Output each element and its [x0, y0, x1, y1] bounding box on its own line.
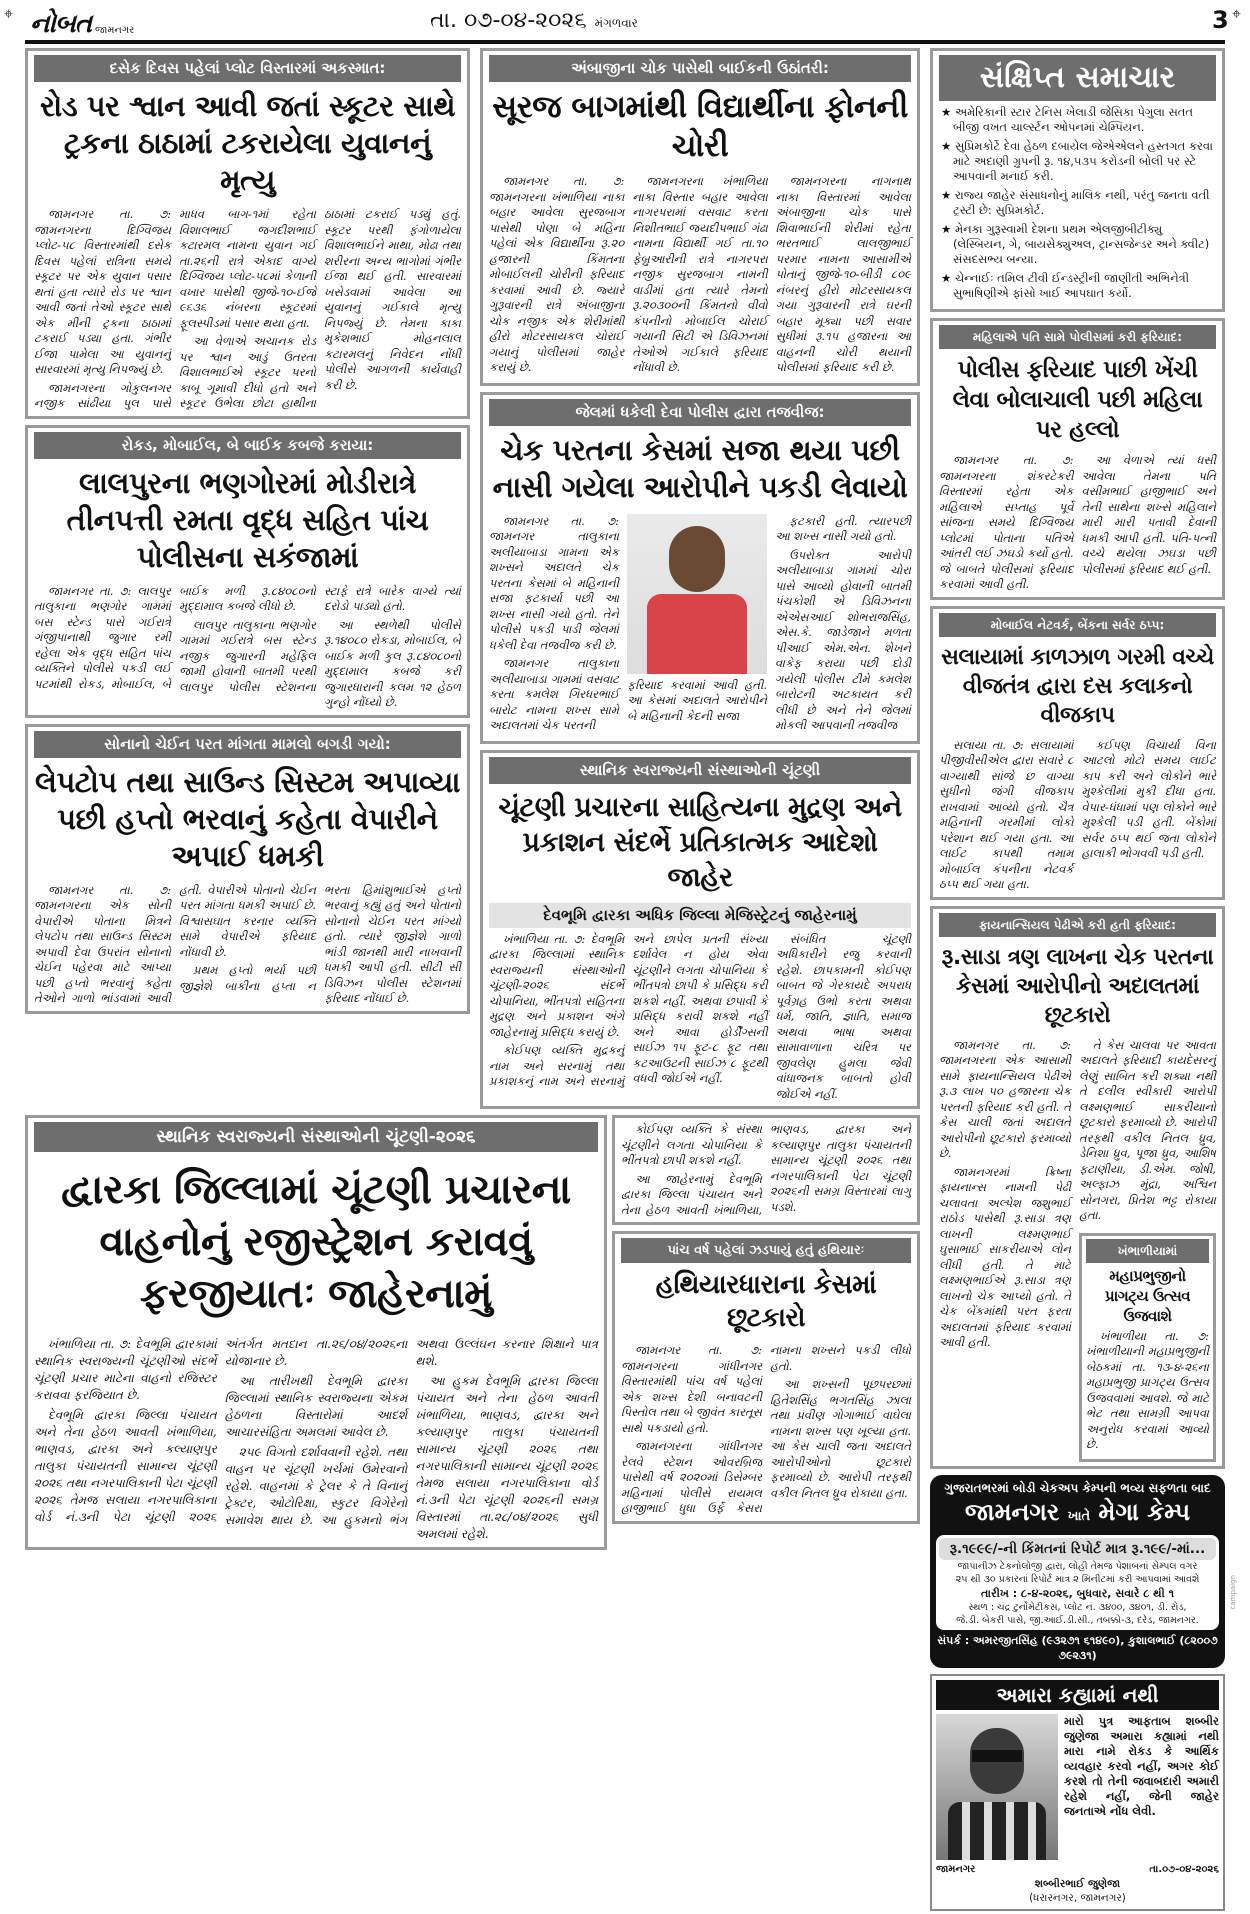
ad-details: રૂ.૧૯૯૯/-ની કિંમતનાં રિપોર્ટ માત્ર રૂ.૧૯૯/-માં... જાપાનીઝ ટેકનોલોજી દ્વારા, લોહી તેમજ પેશાબનાં સેમ્પલ વગર ૨૫ થી ૩૦ પ્રકારનાં રિપોર્ટ માત્ર ૨ મિનીટમાં કરી આપવામાં આવશે તારીખ : ૮-૪-૨૦૨૬, બુધવાર, સવારે ૮ થી ૧ સ્થળ : ચંદ્ર ટુર્નોમેટીકસ, પ્લોટ નં. ૩૪૦૦, ૩૪૦૧, ડી. રોડ, જે.ડી. બેકરી પાસે, જી.આઈ.ડી.સી., તબક્કો-૩, દરેડ, જામનગર.	[936, 1535, 1219, 1630]
column-1	[25, 48, 470, 1014]
article-body: કોઈપણ વ્યક્તિ કે સંસ્થા ચૂંટણીને લગતા ચોપાનિયા કે ભીંતપત્રો છાપી શકશે નહીં. આ જાહેરનામું દેવભૂમિ દ્વારકા જિલ્લા પંચાયત અને તેના હેઠળ આવતી ખંભાળિયા, ભાણવડ, દ્વારકા અને કલ્યાણપુર તાલુકા પંચાયતની સામાન્ય ચૂંટણી ૨૦૨૬ તથા નગરપાલિકાની પેટા ચૂંટણી ૨૦૨૬ની સમગ્ર વિસ્તારમાં લાગુ પડશે.	[621, 1122, 911, 1217]
article-kicker: રોકડ, મોબાઈલ, બે બાઈક કબજે કરાયા:	[34, 432, 461, 459]
article-election-printing-order-continued	[612, 1115, 920, 1225]
news-in-brief	[930, 48, 1225, 312]
ad-side-label: campaign	[1229, 1574, 1237, 1610]
left-area	[25, 48, 920, 1550]
article-body: ખંભાળીયા તા. ૭: ખંભાળીયાની મહાપ્રભુજીની બેઠકમાં તા. ૧૩-૪-૨૬ના મહાપ્રભુજી પ્રાગટ્ય ઉત્સવ ઉજવવામાં આવશે. જે માટે ભેટ તથા સામગ્રી આપવા અનુરોધ કરવામાં આવ્યો છે.	[1086, 1328, 1209, 1451]
column-3	[930, 48, 1237, 1911]
article-headline: હથિયારધારાના કેસમાં છૂટકારો	[655, 1270, 877, 1333]
article-kicker: ફાયનાન્સિયલ પેઢીએ કરી હતી ફરિયાદ:	[939, 913, 1216, 937]
article-right-column	[1079, 1038, 1216, 1462]
brief-item: ★ મેનકા ગુરૂસ્વામી દેશના પ્રથમ એલજીબીટીક્યુ (લેસ્બિયન, ગે, બાયસેક્યુઅલ, ટ્રાન્સજેન્ડર અને ક્વીટ) સંસદસભ્ય બન્યા.	[941, 222, 1210, 266]
ad-title: જામનગર ખાતે મેગા કેમ્પ	[964, 1497, 1191, 1526]
photo-caption: ફરિયાદ કરવામાં આવી હતી. આ કેસમાં અદાલતે આરોપીને બે મહિનાની કેદની સજા	[627, 677, 767, 723]
page-layout	[25, 48, 1237, 1911]
article-election-printing-order	[480, 750, 920, 1110]
newspaper-logo: નોબત	[30, 9, 91, 39]
article-body: તે કેસ ચાલવા પર આવતા અદાલતે ફરિયાદી કાયદેસરનું લેણું સાબિત કરી શક્યા નથી તે દલીલ સ્વીકારી આરોપી લક્ષ્મણભાઈ સાકરીયાનો છૂટકારો ફરમાવ્યો છે. આરોપી તરફથી વકીલ નિતલ ધ્રુવ, ડેનિશા ધ્રુવ, પૂજા ધ્રુવ, આશિષ ફટાણીયા, ડી.એમ. જોષી, અલ્ફાઝ મુંદ્રા, અશ્વિન સોનગરા, પ્રિતેશ ભટ્ટ રોકાયા હતા.	[1079, 1037, 1216, 1222]
brief-item: ★ અમેરિકાની સ્ટાર ટેનિસ ખેલાડી જેસિકા પેગુલા સતત બીજી વખત ચાર્લ્સ્ટન ઓપનમાં ચેમ્પિયન.	[941, 105, 1194, 134]
photo-block	[627, 514, 767, 728]
son-photo	[936, 1714, 1058, 1860]
registration-mark-icon: ⌖	[1232, 4, 1242, 23]
article-subhead: દેવભૂમિ દ્વારકા અધિક જિલ્લા મેજિસ્ટ્રેટનું જાહેરનામું	[489, 903, 911, 928]
notice-text: મારો પુત્ર આફતાબ શબ્બીર જુણેજા અમારા કહ્યામાં નથી મારા નામે રોકડ કે આર્થિક વ્યવહાર કરવો નહીં, અગર કોઈ કરશે તો તેની જવાબદારી અમારી રહેશે નહીં, જેની જાહેર જનતાએ નોંધ લેવી.	[1064, 1713, 1219, 1818]
article-headline: ચેક પરતના કેસમાં સજા થયા પછી નાસી ગયેલા આરોપીને પકડી લેવાયો	[492, 432, 908, 504]
article-cheque-acquittal	[930, 906, 1225, 1469]
brief-item: ★ સુપ્રિમકોર્ટે દેવા હેઠળ દબાયેલ જેએએલને હસ્તગત કરવા માટે અદાણી ગ્રુપની રૂ. ૧૪,૫૩૫ કરોડની બોલી પર સ્ટે આપવાની મનાઈ કરી.	[941, 139, 1213, 183]
ad-price: રૂ.૧૯૯૯/-ની કિંમતનાં રિપોર્ટ માત્ર રૂ.૧૯૯/-માં...	[939, 1538, 1216, 1560]
article-body: જામનગર તા. ૭: લાલપુર તાલુકાના ભણગોર ગામમાં બસ સ્ટેન્ડ પાસે ગઈરાત્રે ગંજીપાનાથી જુગાર રમી રહેલા એક વૃદ્ધ સહિત પાંચ વ્યક્તિને પોલીસે પકડી લઈ પટમાંથી રોકડ, મોબાઈલ, બે બાઈક મળી રૂ.૮૪૦૮૦નો મુદ્દામાલ કબજે લીધો છે. લાલપુર તાલુકાના ભણગોર ગામમાં ગઈરાત્રે બસ સ્ટેન્ડ નજીક જુગારની મહેફિલ જામી હોવાની બાતમી પરથી લાલપુર પોલીસ સ્ટેશનના સ્ટાફે રાત્રે બારેક વાગ્યે ત્યાં દરોડો પાડ્યો હતો. આ સ્થળેથી પોલીસે રૂ.૧૪૦૮૦ રોકડા, મોબાઈલ, બે બાઈક મળી કુલ રૂ.૮૪૦૮૦નો મુદ્દામાલ કબજે કરી જુગારધારાની કલમ ૧૨ હેઠળ ગુન્હો નોંધ્યો છે.	[34, 583, 461, 709]
article-phone-theft	[480, 48, 920, 386]
masthead	[30, 4, 134, 40]
notice-address: (ધરારનગર, જામનગર)	[1029, 1891, 1126, 1904]
notice-signatory: શબ્બીરભાઈ જુણેજા	[1034, 1877, 1121, 1890]
article-kicker: મોબાઈલ નેટવર્ક, બેંકના સર્વર ઠપ્પ:	[939, 613, 1216, 637]
article-body: જામનગર તા. ૭: જામનગરના ગાંધીનગર વિસ્તારમાંથી પાંચ વર્ષ પહેલાં એક શખ્સ દેશી બનાવટની પિસ્તોલ તથા બે જીવંત કારતૂસ સાથે પકડાયો હતો. જામનગરના ગાંધીનગર રેલવે સ્ટેશન ઓવરબ્રિજ પાસેથી વર્ષ ૨૦૨૦માં ડિસેમ્બર મહિનામાં પોલીસે રાયમલ હાજીભાઈ ધુધા ઉર્ફે કેસરા નામના શખ્સને પકડી લીધો હતો. આ શખ્સની પૂછપરછમાં હિતેશસિંહ ભગતસિંહ ઝાલા તથા પ્રવીણ ગોગાભાઈ વાઘેલા નામના શખ્સ પણ ખૂલ્યા હતા. આ કેસ ચાલી જતા અદાલતે આરોપીઓનો છૂટકારો ફરમાવ્યો છે. આરોપી તરફથી વકીલ નિતલ ધ્રુવ રોકાયા હતા.	[621, 1343, 911, 1515]
article-trader-threat	[25, 724, 470, 1014]
notice-place: જામનગર	[936, 1863, 976, 1875]
page-number: 3	[1212, 6, 1229, 34]
edition-label: જામનગર	[95, 25, 135, 36]
ad-contact: સંપર્ક : અમરજીતસિંહ (૯૩૨૭૧ ૬૧૪૯૦), કુશાલભાઈ (૮૨૦૦૭ ૭૯૨૩૧)	[937, 1633, 1218, 1662]
article-columns	[489, 514, 911, 737]
article-power-cut	[930, 606, 1225, 900]
article-kicker: અંબાજીના ચોક પાસેથી બાઈકની ઉઠાંતરી:	[489, 55, 911, 82]
article-body: જામનગર તા. ૭: જામનગરના એક સોની વેપારીએ પોતાના મિત્રને લેપટોપ તથા સાઉન્ડ સિસ્ટમ અપાવી દેવા ઉપરાંત સોનાનો ચેઈન પહેરવા માટે આપ્યા પછી હપ્તો ભરવાનું કહેતા તેઓને ગાળો ભાંડવામાં આવી હતી. વેપારીએ પોતાનો ચેઈન પરત માંગતા ધમકી અપાઈ છે. વિશ્વાસઘાત કરનાર વ્યક્તિ સામે વેપારીએ ફરિયાદ નોંધાવી છે. પ્રથમ હપ્તો ભર્યા પછી જીજ્ઞેશે બાકીના હપ્તા ન ભરતા હિમાંશુભાઈએ હપ્તો ભરવાનું કહ્યું હતું અને પોતાનો સોનાનો ચેઈન પરત માંગ્યો હતો. ત્યારે જીજ્ઞેશે ગાળો ભાંડી જાનથી મારી નાખવાની ધમકી આપી હતી. સીટી સી ડિવિઝન પોલીસ સ્ટેશનમાં ફરિયાદ નોંધાઈ છે.	[34, 882, 461, 1005]
article-kicker: સોનાનો ચેઈન પરત માંગતા મામલો બગડી ગયો:	[34, 731, 461, 758]
article-body: ફટકારી હતી. ત્યારપછી આ શખ્સ નાસી ગયો હતો. ઉપરોક્ત આરોપી અલીયાબાડા ગામમાં ચોરા પાસે આવ્યો હોવાની બાતમી પંચકોશી એ ડિવિઝનના એએસઆઈ શોભરાજસિંહ, એસ.કે. જાડેજાને મળતા પીઆઈ એમ.એન. શેખને વાકેફ કરાયા પછી દોડી ગયેલી પોલીસ ટીમે કમલેશ બારોટની અટકાયત કરી લીધી છે અને તેને જેલમાં મોકલી આપવાની તજવીજ	[775, 513, 911, 732]
ad-mega-health-camp	[930, 1475, 1237, 1668]
article-body: જામનગર તા. ૭: જામનગરના એક આસામી સામે ફાયનાન્સિયલ પેઢીએ રૂ.૩ લાખ ૫૦ હજારના ચેક પરતની ફરિયાદ કરી હતી. તે કેસ ચાલી જતાં અદાલતે આરોપીનો છૂટકારો ફરમાવ્યો છે. જામનગરમાં ક્રિષ્ના ફાયનાન્સ નામની પેઢી ચલાવતા અલ્પેશ જશુભાઈ રાઠોડ પાસેથી રૂ.સાડા ત્રણ લાખની લક્ષ્મણભાઈ ઘુસાભાઈ સાકરીયાએ લોન લીધી હતી. તે માટે લક્ષ્મણભાઈએ રૂ.સાડા ત્રણ લાખનો ચેક આપ્યો હતો. તે ચેક બેંકમાંથી પરત ફરતા અદાલતમાં ફરિયાદ કરવામાં આવી હતી.	[939, 1037, 1071, 1349]
article-mahaprabhuji-festival	[1079, 1233, 1216, 1462]
notice-title: અમારા કહ્યામાં નથી	[936, 1680, 1219, 1710]
article-woman-assault	[930, 318, 1225, 600]
article-body: જામનગર તા. ૭: જામનગરના ખંભાળિયા નાકા બહાર આવેલા સુરજબાગ પાસેથી પોણા બે મહિના પહેલાં એક વિદ્યાર્થીના રૂ.૨૦ હજારની કિંમતના મોબાઈલની ચોરીની ફરિયાદ કરવામાં આવી છે. જ્યારે ગુરૂવારની રાત્રે અંબાજીના ચોક નજીક એક શેરીમાંથી હીરો મોટરસાયકલ ચોરાઈ ગયાનું પોલીસમાં જાહેર કરાયું છે. જામનગરના ખંભાળિયા નાકા વિસ્તાર બહાર આવેલા નાગરપરામાં વસવાટ કરતા નિશીતભાઈ જયદીપભાઈ ગંઢા નામના વિદ્યાર્થી ગઈ તા.૧૦ ફેબ્રુઆરીની રાત્રે નાગરપરા નજીક સુરજબાગ નામની વાડીમાં હતા ત્યારે તેમનો રૂ.૨૦૩૦૦ની કિંમતનો વીવો કંપનીનો મોબાઈલ ચોરાઈ ગયાની સિટી એ ડિવિઝનમાં તેઓએ ગઈકાલે ફરિયાદ નોંધાવી છે. જામનગરના નાગનાથ નાકા વિસ્તારમાં આવેલા અંબાજીના ચોક પાસે શિવાભાઈની શેરીમાં રહેતા ભરતભાઈ લાલજીભાઈ પરમાર નામના આસામીએ પોતાનું જીજે-૧૦-બીડી ૮૦૯ નંબરનું હીરો મોટરસાયકલ ગયા ગુરૂવારની રાત્રે ઘરની બહાર મૂક્યા પછી સવાર સુધીમાં રૂ.૧૫ હજારના આ વાહનની ચોરી થયાની પોલીસમાં ફરિયાદ કરી છે.	[489, 174, 911, 374]
article-kicker: જેલમાં ધકેલી દેવા પોલીસ દ્વારા તજવીજ:	[489, 399, 911, 426]
article-body: સલાયા તા. ૭: સલાયામાં પીજીવીસીએલ દ્વારા સવારે ૮ વાગ્યાથી સાંજે છ વાગ્યા સુધીનો જંગી વીજકાપ રાખવામાં આવ્યો હતો. ચૈત્ર મહિનાની ગરમીમાં લોકો પરેશાન થઈ ગયા હતા. આ લાઈટ કાપથી તમામ મોબાઈલ કંપનીના નેટવર્ક ઠપ્પ થઈ ગયા હતા. કઈપણ વિચાર્યા વિના આટલો મોટો સમય લાઈટ કાપ કરી અને લોકોને ભારે મુશ્કેલીમાં મુકી દીધા હતા. વેપાર-ધંધામાં પણ લોકોને ભારે મુશ્કેલી પડી હતી. બેંકોમાં સર્વર ઠપ્પ થઈ જતા લોકોને હાલાકી ભોગવવી પડી હતી.	[939, 737, 1216, 891]
ad-public-notice	[930, 1674, 1225, 1911]
bottom-side-column	[612, 1115, 920, 1524]
article-body: ખંભાળિયા તા. ૭: દેવભૂમિ દ્વારકા જિલ્લામાં સ્થાનિક સ્વરાજ્યની સંસ્થાઓની ચૂંટણી-૨૦૨૬ સંદર્ભે ચોપાનિયા, ભીંતપત્રો સહિતના મુદ્રણ અને પ્રકાશન અંગે જાહેરનામું પ્રસિદ્ધ કરાયું છે. કોઈપણ વ્યક્તિ મુદ્રકનું નામ અને સરનામું તથા પ્રકાશકનું નામ અને સરનામું અને છાપેલ પ્રતની સંખ્યા દર્શાવેલ ન હોય એવા ચૂંટણીને લગતા ચોપાનિયા કે ભીંતપત્રો છાપી કે પ્રસિદ્ધ કરી શકશે નહીં. અથવા છપાવી કે પ્રસિદ્ધ કરાવી શકશે નહીં અને આવા હોર્ડીંગ્સની સાઈઝ ૧૫ ફૂટ-૮ ફૂટ તથા કટઆઉટની સાઈઝ ૮ ફૂટથી વધવી જોઈએ નહીં. સંબંધિત ચૂંટણી અધિકારીને રજુ કરવાની રહેશે. છાપકામની કોઈપણ બાબત જે ગેરકાયદે અપરાધ પૂર્વગ્રહ ઉભો કરતા અથવા ધર્મ, જાતિ, જ્ઞાતિ, સમાજ અથવા ભાષા અથવા સામાવાળાના ચરિત્ર પર જીવલેણ હુમલા જેવી વાંધાજનક બાબતો હોવી જોઈએ નહીં.	[489, 931, 911, 1101]
article-headline: મહાપ્રભુજીનો પ્રાગટ્ય ઉત્સવ ઉજવાશે	[1104, 1266, 1191, 1325]
brief-item: ★ રાજ્ય જાહેર સંસાધનોનું માલિક નથી, પરંતુ જનતા વતી ટ્રસ્ટી છે: સુપ્રિમકોર્ટ.	[941, 188, 1210, 217]
article-kicker: દસેક દિવસ પહેલાં પ્લોટ વિસ્તારમાં અકસ્માત:	[34, 55, 461, 82]
header-rule	[25, 40, 1225, 44]
article-election-vehicle-registration	[25, 1115, 607, 1550]
ad-date: તારીખ : ૮-૪-૨૦૨૬, બુધવાર, સવારે ૮ થી ૧	[981, 1586, 1174, 1600]
article-headline: સૂરજ બાગમાંથી વિદ્યાર્થીના ફોનની ચોરી	[492, 89, 908, 164]
article-gambling-raid	[25, 425, 470, 718]
accused-photo	[627, 514, 767, 674]
brief-item: ★ ચેન્નાઈઃ તમિલ ટીવી ઈન્ડસ્ટ્રીની જાણીતી અભિનેત્રી સુભાષિણીએ ફાંસો ખાઈ આપઘાત કર્યો.	[941, 271, 1190, 300]
article-headline: ચૂંટણી પ્રચારના સાહિત્યના મુદ્રણ અને પ્રકાશન સંદર્ભે પ્રતિકાત્મક આદેશો જાહેર	[498, 791, 902, 893]
article-columns	[939, 1038, 1216, 1462]
notice-date: તા.૦૭-૦૪-૨૦૨૬	[1149, 1863, 1219, 1875]
article-headline: રૂ.સાડા ત્રણ લાખના ચેક પરતના કેસમાં આરોપીનો અદાલતમાં છૂટકારો	[941, 944, 1214, 1028]
article-headline: લાલપુરના ભણગોરમાં મોડીરાત્રે તીનપત્તી રમતા વૃદ્ધ સહિત પાંચ પોલીસના સકંજામાં	[66, 465, 429, 574]
article-kicker: સ્થાનિક સ્વરાજ્યની સંસ્થાઓની ચૂંટણી-૨૦૨૬	[34, 1122, 598, 1152]
article-kicker: મહિલાએ પતિ સામે પોલીસમાં કરી ફરિયાદ:	[939, 325, 1216, 349]
article-kicker: સ્થાનિક સ્વરાજ્યની સંસ્થાઓની ચૂંટણી	[489, 757, 911, 784]
registration-mark-icon: ⌖	[4, 4, 14, 23]
article-headline: લેપટોપ તથા સાઉન્ડ સિસ્ટમ અપાવ્યા પછી હપ્તો ભરવાનું કહેતા વેપારીને અપાઈ ધમકી	[35, 764, 460, 873]
article-body: ખંભાળિયા તા. ૭: દેવભૂમિ દ્વારકામાં સ્થાનિક સ્વરાજ્યની ચૂંટણીઓ સંદર્ભે ચૂંટણી પ્રચાર માટેના વાહનો રજિસ્ટર કરાવવા ફરજિયાત છે. દેવભૂમિ દ્વારકા જિલ્લા પંચાયત અને તેના હેઠળ આવતી ખંભાળિયા, ભાણવડ, દ્વારકા અને કલ્યાણપુર તાલુકા પંચાયતની સામાન્ય ચૂંટણી ૨૦૨૬ તથા નગરપાલિકાની પેટા ચૂંટણી ૨૦૨૬ તેમજ સલાયા નગરપાલિકાના વોર્ડ નં.૩ની પેટા ચૂંટણી ૨૦૨૬ અંતર્ગત મતદાન તા.૨૬/૦૪/૨૦૨૬ના યોજાનાર છે. આ તારીખથી દેવભૂમિ દ્વારકા જિલ્લામાં સ્થાનિક સ્વરાજ્યના એકમ હેઠળના વિસ્તારોમાં આદર્શ આચારસંહિતા અમલમાં આવેલ છે. ૨૫૯ વિગતો દર્શાવવાની રહેશે. તથા વાહન પર ચૂંટણી ખર્ચમાં ઉમેરવાનો રહેશે. વાહનમાં કે ટ્રેલર કે તે વિનાનું ટ્રેક્ટર, ઓટોરિક્ષા, સ્કુટર વિગેરેનો સમાવેશ થાય છે. આ હુકમનો ભંગ અથવા ઉલ્લંઘન કરનાર શિક્ષાને પાત્ર થશે. આ હુકમ દેવભૂમિ દ્વારકા જિલ્લા પંચાયત અને તેના હેઠળ આવતી ખંભાળિયા, ભાણવડ, દ્વારકા અને કલ્યાણપુર તાલુકા પંચાયતની સામાન્ય ચૂંટણી ૨૦૨૬ તથા નગરપાલિકાની સામાન્ય ચૂંટણી ૨૦૨૬ તેમજ સલાયા નગરપાલિકાના વોર્ડ નં.૩ની પેટા ચૂંટણી ૨૦૨૬ની સમગ્ર વિસ્તારમાં તા.૨૮/૦૪/૨૦૨૬ સુધી અમલમાં રહેશે.	[34, 1337, 598, 1541]
article-headline: દ્વારકા જિલ્લામાં ચૂંટણી પ્રચારના વાહનોનું રજીસ્ટ્રેશન કરાવવું ફરજીયાતઃ જાહેરનામું	[61, 1167, 571, 1317]
brief-list	[939, 105, 1216, 301]
article-headline: સલાયામાં કાળઝાળ ગરમી વચ્ચે વીજતંત્ર દ્વારા દસ કલાકનો વીજકાપ	[941, 644, 1214, 728]
column-2	[480, 48, 920, 1109]
article-scooter-accident	[25, 48, 470, 419]
article-weapons-case-acquittal	[612, 1231, 920, 1524]
article-headline: પોલીસ ફરિયાદ પાછી ખેંચી લેવા બોલાચાલી પછી મહિલા પર હલ્લો	[952, 357, 1203, 443]
article-kicker: પાંચ વર્ષ પહેલાં ઝડપાયું હતું હથિયારઃ	[621, 1238, 911, 1263]
article-kicker: ખંભાળીયામાં	[1086, 1239, 1209, 1263]
issue-date	[430, 8, 638, 33]
ad-line: ગુજરાતભરમાં બોડી ચેકઅપ કેમ્પની ભવ્ય સફળતા બાદ	[944, 1480, 1211, 1495]
article-body: જામનગર તા. ૭: જામનગરના દિગ્વિજય પ્લોટ-૫૮ વિસ્તારમાંથી દસેક દિવસ પહેલાં રાત્રિના સમયે સ્કૂટર પર એક યુવાન પસાર થતાં હતા ત્યારે રોડ પર શ્વાન આવી જતાં તેઓ સ્કૂટર સાથે એક મીની ટ્રકના ઠાઠામાં ટકરાઈ પડ્યા હતા. ગંભીર ઈજા પામેલા આ યુવાનનું સારવારમાં મૃત્યુ નિપજ્યું છે. જામનગરના ગોકુલનગર નજીક સાંઢીયા પુલ પાસે માધવ બાગ-૧માં રહેતા વિશાલભાઈ જગદીશભાઈ કટારમલ નામના યુવાન ગઈ તા.૨૬ની રાત્રે એકાદ વાગ્યે દિગ્વિજય પ્લોટ-૫૮માં કેળાની વખાર પાસેથી જીજે-૧૦-ઈજે ૯૬૩૬ નંબરના સ્કૂટરમાં ફૂલસ્પીડમાં પસાર થયા હતા. આ વેળાએ અચાનક રોડ પર શ્વાન આડું ઉતરતા વિશાલભાઈએ સ્કૂટર પરનો કાબૂ ગૂમાવી દીધો હતો અને સ્કૂટર ઉભેલા છોટા હાથીના ઠાઠામાં ટકરાઈ પડ્યું હતું. સ્કૂટર પરથી ફંગોળાયેલા વિશાલભાઈને માથા, મોઢા તથા શરીરના અન્ય ભાગોમાં ગંભીર ઈજા થઈ હતી. સારવારમાં ખસેડવામાં આવેલા આ યુવાનનું ગઈકાલે મૃત્યુ નિપજ્યું છે. તેમના કાકા મુકેશભાઈ મોહનલાલ કટારમલનું નિવેદન નોંધી પોલીસે આગળની કાર્યવાહી કરી છે.	[34, 207, 461, 410]
article-body: જામનગર તા. ૭: જામનગર તાલુકાના અલીયાબાડા ગામના એક શખ્સને અદાલતે ચેક પરતના કેસમાં બે મહિનાની સજા ફટકાર્યા પછી આ શખ્સ નાસી ગયો હતો. તેને પોલીસે પકડી પાડી જેલમાં ધકેલી દેવા તજવીજ કરી છે. જામનગર તાલુકાના અલીયાબાડા ગામમાં વસવાટ કરતા કમલેશ ગિરધરભાઈ બારોટ નામના શખ્સ સામે અદાલતમાં ચેક પરતની	[489, 513, 619, 732]
article-headline: રોડ પર શ્વાન આવી જતાં સ્કૂટર સાથે ટ્રકના ઠાઠામાં ટકરાયેલા યુવાનનું મૃત્યુ	[39, 89, 456, 197]
day-text: મંગળવાર	[594, 16, 638, 30]
article-cheque-accused-caught	[480, 392, 920, 744]
brief-title: સંક્ષિપ્ત સમાચાર	[939, 55, 1216, 101]
bottom-row	[25, 1115, 920, 1550]
top-row	[25, 48, 920, 1109]
date-text: તા. ૦૭-૦૪-૨૦૨૬	[430, 8, 587, 33]
article-body: જામનગર તા. ૭: જામનગરના શંકરટેકરી વિસ્તારમાં રહેતા એક મહિલાએ સપ્તાહ પૂર્વે સાંજના સમયે દિગ્વિજય પ્લોટમાં પોતાના પતિએ આંતરી લઈ ઝઘડો કર્યો હતો. જે બાબતે પોલીસમાં ફરિયાદ કરવામાં આવી હતી. આ વેળાએ ત્યાં ધસી આવેલા તેમના પતિ વસીમભાઈ હાજીભાઈ અને તેની સાથેના શખ્સે મહિલાને મારી મારી પતાવી દેવાની ધમકી આપી હતી. પતિ-પત્ની વચ્ચે થયેલા ઝઘડા પછી પોલીસમાં ફરિયાદ થઈ હતી.	[939, 453, 1216, 591]
